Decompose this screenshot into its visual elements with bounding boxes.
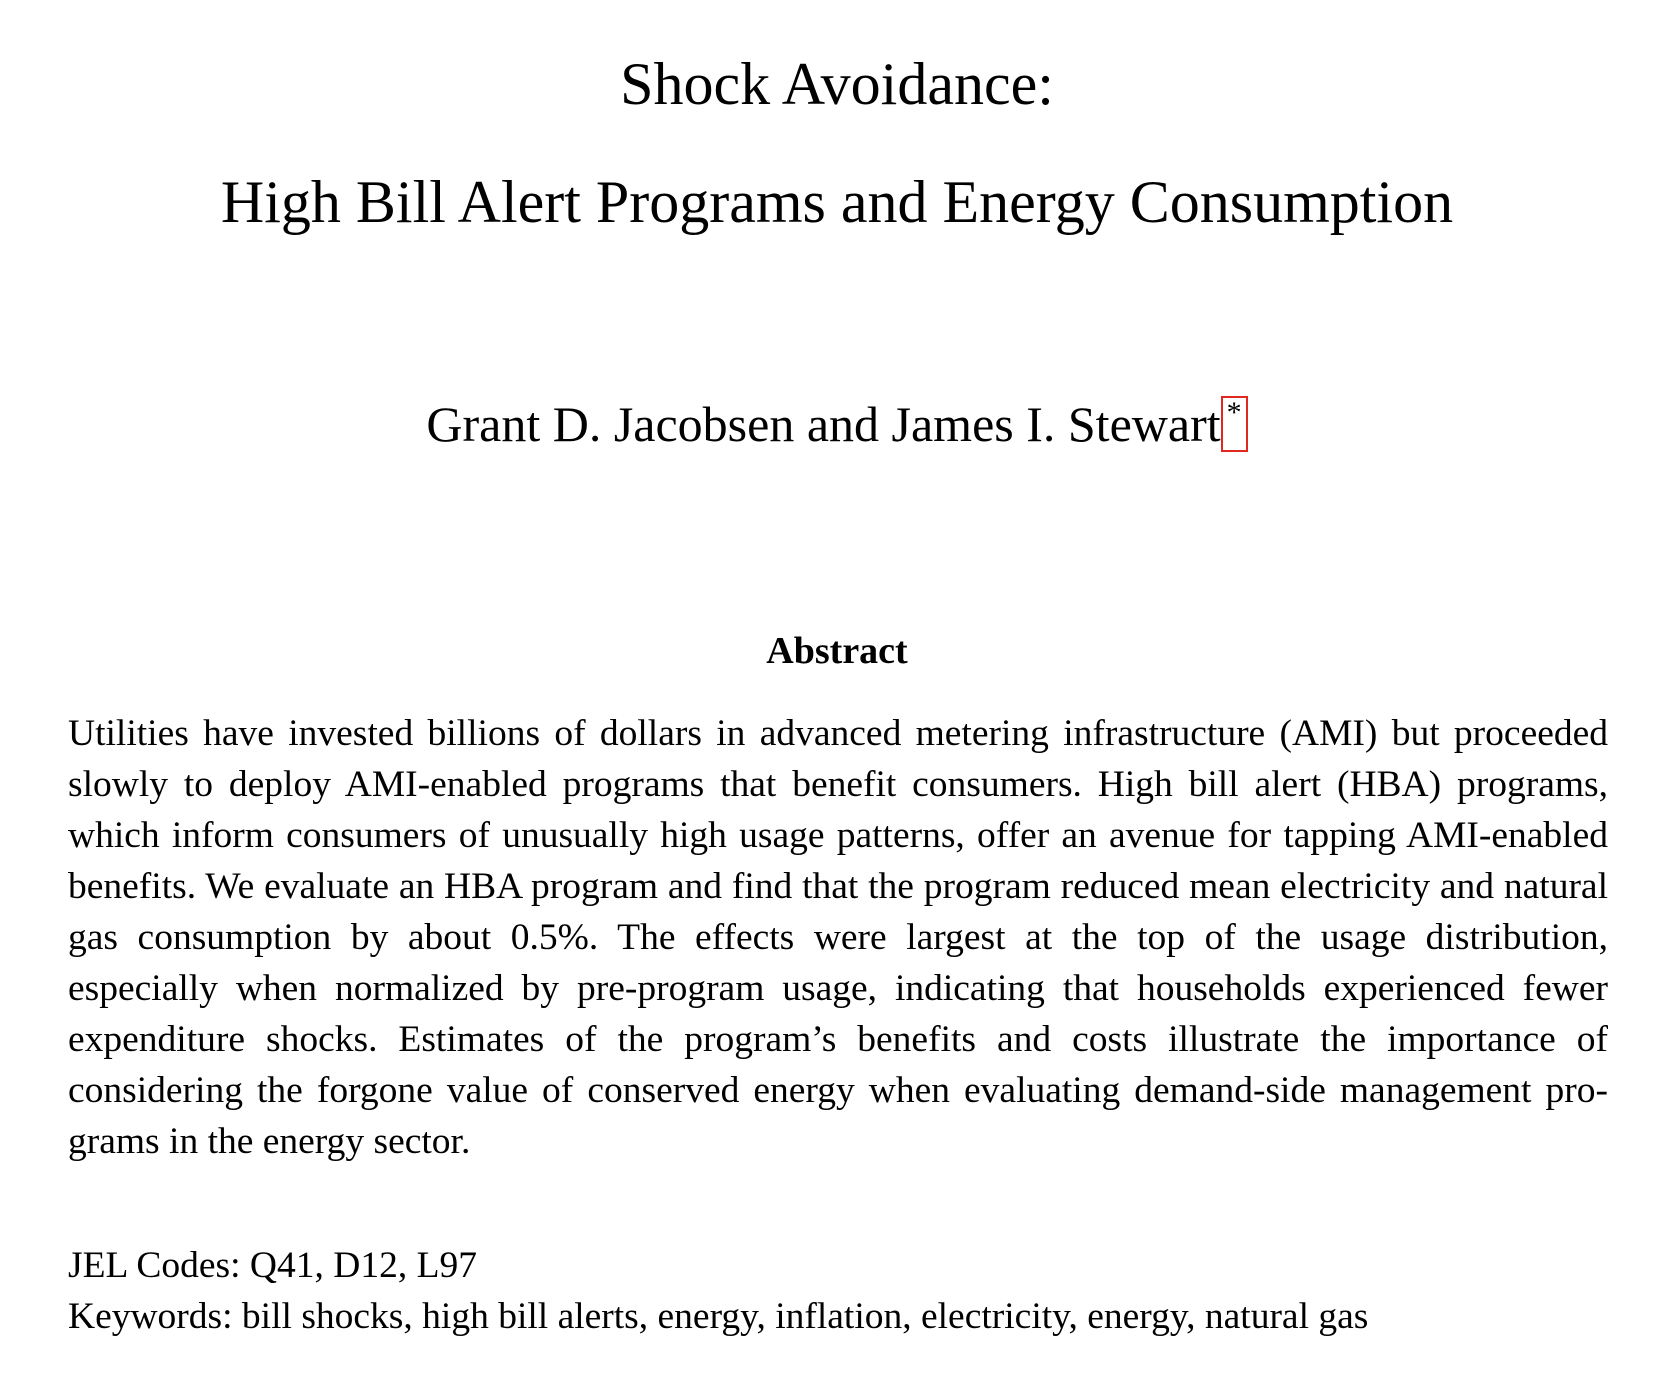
paper-title-line-1: Shock Avoidance:	[620, 51, 1054, 117]
author-names: Grant D. Jacobsen and James I. Stewart	[426, 396, 1221, 452]
abstract-body: Utilities have invested billions of dollars in advanced metering infrastructure (AMI) but proceeded slowly to deploy AMI-enabled programs that benefit consumers. High bill alert (HBA) programs, which inform consumers of unusually high usage patterns, offer an avenue for tapping AMI-enabled benefits. We evaluate an HBA program and find that the program reduced mean electricity and natural gas consumption by about 0.5%. The effects were largest at the top of the usage distribution, especially when normalized by pre-program usage, indicating that households experienced fewer expenditure shocks. Estimates of the program’s benefits and costs illustrate the importance of considering the forgone value of conserved energy when evaluating demand-side management programs in the energy sector.	[68, 713, 1608, 1162]
author-line	[0, 394, 1674, 454]
author-footnote-link[interactable]: *	[1221, 396, 1248, 452]
abstract-heading: Abstract	[766, 630, 908, 672]
keywords: Keywords: bill shocks, high bill alerts, energy, inflation, electricity, energy, natural gas	[68, 1296, 1369, 1337]
jel-codes: JEL Codes: Q41, D12, L97	[68, 1245, 478, 1286]
paper-title-line-2: High Bill Alert Programs and Energy Consumption	[220, 169, 1454, 235]
